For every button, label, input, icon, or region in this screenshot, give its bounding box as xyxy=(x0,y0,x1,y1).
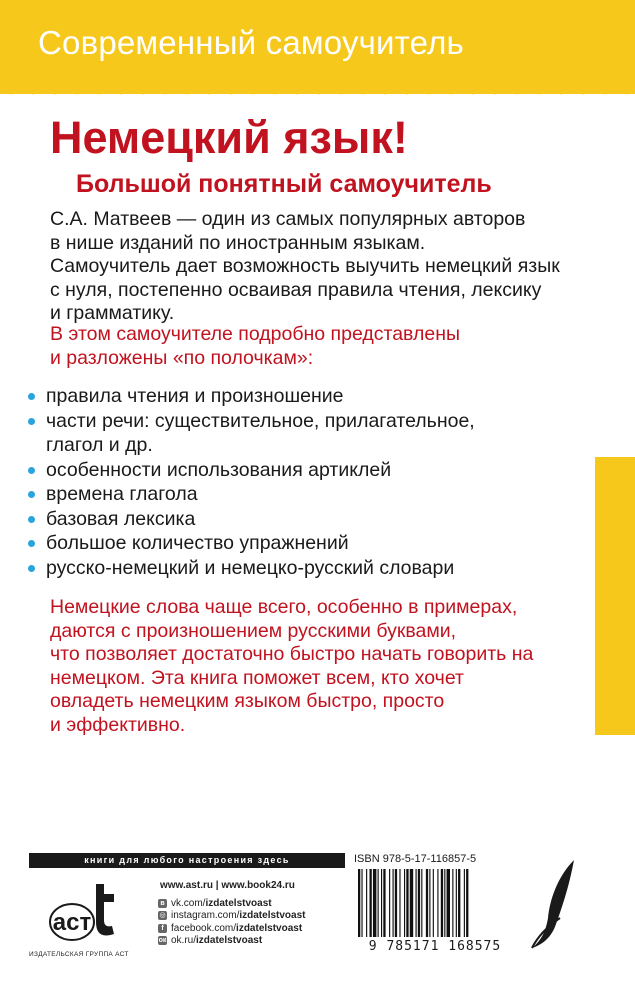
closing-line: даются с произношением русскими буквами, xyxy=(50,619,457,642)
barcode-bar xyxy=(393,869,394,937)
barcode-bar xyxy=(373,869,376,937)
barcode-bar xyxy=(466,869,468,937)
features-intro-line: и разложены «по полочкам»: xyxy=(50,346,314,369)
intro-line: С.А. Матвеев — один из самых популярных авторов xyxy=(50,208,526,230)
social-links xyxy=(158,897,306,947)
series-title: Современный самоучитель xyxy=(38,24,464,61)
intro-line: и грамматику. xyxy=(50,302,175,324)
barcode-bar xyxy=(452,869,453,937)
barcode-bar xyxy=(437,869,438,937)
features-list xyxy=(28,384,475,580)
facebook-icon: f xyxy=(158,924,167,933)
header-scallop-edge xyxy=(0,84,635,106)
isbn-number: ISBN 978-5-17-116857-5 xyxy=(354,853,477,865)
barcode-bar xyxy=(429,869,430,937)
logo-text: аст xyxy=(52,909,92,936)
feature-item: базовая лексика xyxy=(28,507,475,532)
header-band xyxy=(0,0,635,94)
side-accent-bar xyxy=(595,457,635,735)
barcode-bar xyxy=(456,869,457,937)
features-intro-line: В этом самоучителе подробно представлены xyxy=(50,323,460,345)
feature-item: особенности использования артиклей xyxy=(28,458,475,483)
barcode-bar xyxy=(366,869,367,937)
barcode xyxy=(354,869,516,937)
barcode-bar xyxy=(381,869,382,937)
intro-line: в нише изданий по иностранным языкам. xyxy=(50,231,426,254)
feature-item: правила чтения и произношение xyxy=(28,384,475,409)
barcode-bar xyxy=(444,869,445,937)
closing-line: и эффективно. xyxy=(50,713,186,736)
features-intro xyxy=(50,323,460,370)
intro-paragraph xyxy=(50,208,590,326)
barcode-digits: 9 785171 168575 xyxy=(368,939,502,954)
barcode-bar xyxy=(389,869,390,937)
barcode-bar xyxy=(426,869,428,937)
social-link-facebook[interactable]: f facebook.com/ izdatelstvoast xyxy=(158,922,306,935)
barcode-bar xyxy=(361,869,362,937)
social-link-vk[interactable]: в vk.com/ izdatelstvoast xyxy=(158,897,306,910)
ast-logo xyxy=(44,880,134,946)
barcode-bar xyxy=(383,869,385,937)
barcode-bar xyxy=(358,869,360,937)
publisher-tagline: книги для любого настроения здесь xyxy=(29,853,345,868)
closing-line: овладеть немецким языком быстро, просто xyxy=(50,690,445,712)
barcode-bar xyxy=(447,869,450,937)
intro-line: с нуля, постепенно осваивая правила чтения, лексику xyxy=(50,278,542,301)
barcode-bar xyxy=(370,869,372,937)
closing-paragraph xyxy=(50,596,533,737)
social-link-odnoklassniki[interactable]: ок ok.ru/ izdatelstvoast xyxy=(158,935,263,947)
barcode-bar xyxy=(421,869,422,937)
barcode-bar xyxy=(458,869,460,937)
odnoklassniki-icon: ок xyxy=(158,937,167,945)
feature-item: времена глагола xyxy=(28,482,475,507)
barcode-bar xyxy=(395,869,397,937)
vk-icon: в xyxy=(158,899,167,908)
barcode-bar xyxy=(464,869,465,937)
social-link-instagram[interactable]: ◎ instagram.com/ izdatelstvoast xyxy=(159,910,306,922)
barcode-bar xyxy=(404,869,405,937)
feature-item: части речи: существительное, прилагательное, глагол и др. xyxy=(28,409,475,458)
barcode-bar xyxy=(441,869,443,937)
instagram-icon: ◎ xyxy=(159,912,166,920)
closing-line: что позволяет достаточно быстро начать говорить на xyxy=(50,643,534,665)
closing-line: Немецкие слова чаще всего, особенно в примерах, xyxy=(50,596,518,618)
feature-item: русско-немецкий и немецко-русский словари xyxy=(28,556,475,581)
barcode-bar xyxy=(406,869,408,937)
publisher-websites: www.ast.ru | www.book24.ru xyxy=(160,880,295,891)
intro-line: Самоучитель дает возможность выучить немецкий язык xyxy=(50,255,560,277)
closing-line: немецком. Эта книга поможет всем, кто хочет xyxy=(50,666,464,689)
barcode-bar xyxy=(399,869,400,937)
book-subtitle: Большой понятный самоучитель xyxy=(76,170,492,198)
quill-logo xyxy=(526,856,586,952)
feature-item: большое количество упражнений xyxy=(28,531,475,556)
barcode-bar xyxy=(378,869,379,937)
barcode-bar xyxy=(410,869,413,937)
barcode-bar xyxy=(416,869,417,937)
barcode-bar xyxy=(418,869,420,937)
barcode-bar xyxy=(433,869,434,937)
book-title: Немецкий язык! xyxy=(50,112,408,163)
logo-caption: ИЗДАТЕЛЬСКАЯ ГРУППА АСТ xyxy=(29,951,129,958)
